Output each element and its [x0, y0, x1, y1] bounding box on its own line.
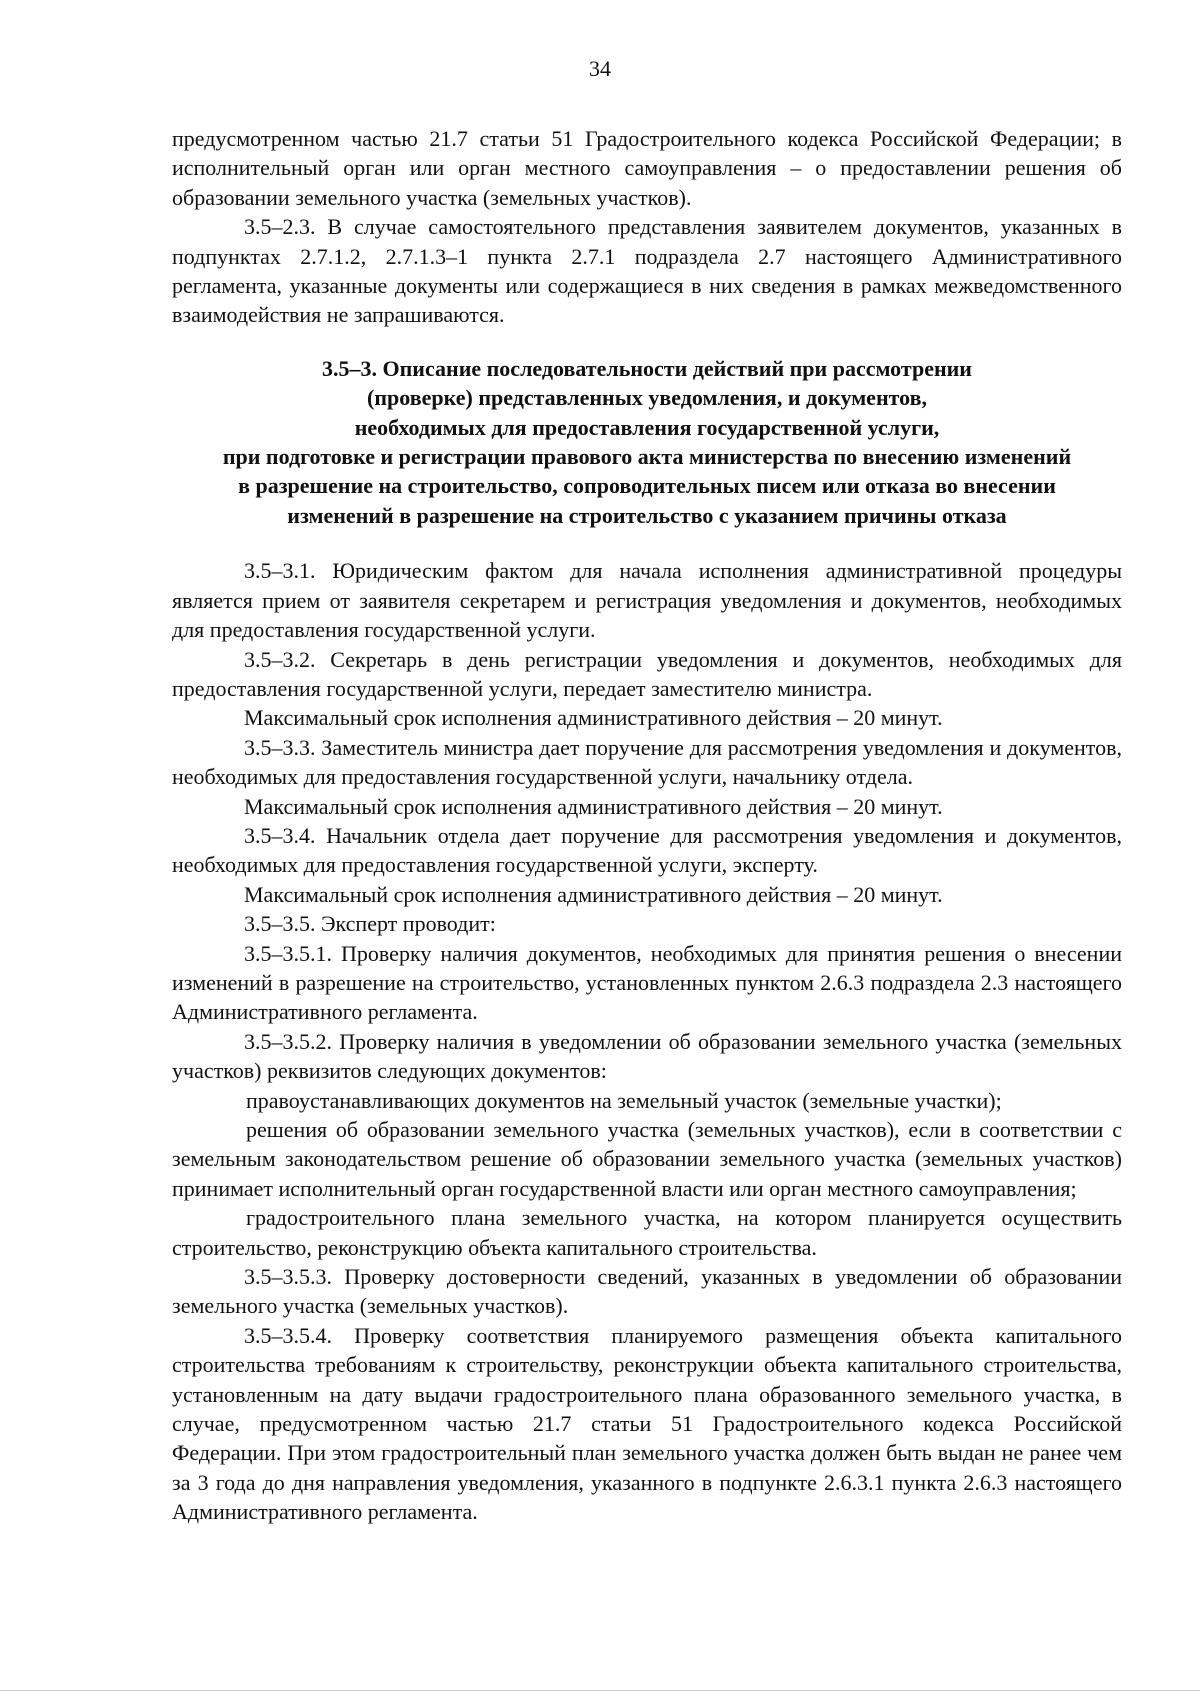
- list-item-title-documents: правоустанавливающих документов на земельный участок (земельные участки);: [246, 1087, 1002, 1113]
- paragraph-3-5-3-2: 3.5–3.2. Секретарь в день регистрации уведомления и документов, необходимых для предоставления государственной услуги, передает заместителю министра.: [172, 646, 1122, 701]
- paragraph-3-5-3-1: 3.5–3.1. Юридическим фактом для начала исполнения административной процедуры является прием от заявителя секретарем и регистрация уведомления и документов, необходимых для предоставления государственной услуги.: [172, 558, 1122, 643]
- heading-line: при подготовке и регистрации правового акта министерства по внесению изменений: [222, 444, 1072, 470]
- page-number: 34: [589, 56, 611, 81]
- list-item-urban-plan: градостроительного плана земельного участка, на котором планируется осуществить строительство, реконструкцию объекта капитального строительства.: [172, 1205, 1122, 1260]
- paragraph-max-time: Максимальный срок исполнения административного действия – 20 минут.: [244, 881, 943, 907]
- paragraph-3-5-3-5-3: 3.5–3.5.3. Проверку достоверности сведений, указанных в уведомлении об образовании земельного участка (земельных участков).: [172, 1264, 1122, 1319]
- paragraph-3-5-3-5-4: 3.5–3.5.4. Проверку соответствия планируемого размещения объекта капитального строительства требованиям к строительству, реконструкции объекта капитального строительства, установленным на дату выдачи градостроительного плана образованного земельного участка, в случае, предусмотренном частью 21.7 статьи 51 Градостроительного кодекса Российской Федерации. При этом градостроительный план земельного участка должен быть выдан не ранее чем за 3 года до дня направления уведомления, указанного в подпункте 2.6.3.1 пункта 2.6.3 настоящего Административного регламента.: [172, 1322, 1122, 1525]
- paragraph-3-5-3-3: 3.5–3.3. Заместитель министра дает поручение для рассмотрения уведомления и документов, необходимых для предоставления государственной услуги, начальнику отдела.: [172, 734, 1122, 790]
- document-body: [172, 124, 1122, 1527]
- paragraph-continuation: предусмотренном частью 21.7 статьи 51 Градостроительного кодекса Российской Федерации; в исполнительный орган или орган местного самоуправления – о предоставлении решения об образовании земельного участка (земельных участков).: [172, 126, 1122, 210]
- heading-line: 3.5–3. Описание последовательности действий при рассмотрении: [322, 355, 972, 381]
- paragraph-3-5-3-5-2: 3.5–3.5.2. Проверку наличия в уведомлении об образовании земельного участка (земельных участков) реквизитов следующих документов:: [172, 1028, 1122, 1084]
- paragraph-3-5-3-4: 3.5–3.4. Начальник отдела дает поручение для рассмотрения уведомления и документов, необходимых для предоставления государственной услуги, эксперту.: [172, 822, 1122, 878]
- paragraph-3-5-3-5-1: 3.5–3.5.1. Проверку наличия документов, необходимых для принятия решения о внесении изменений в разрешение на строительство, установленных пунктом 2.6.3 подраздела 2.3 настоящего Административного регламента.: [172, 940, 1122, 1025]
- scan-edge-line: [0, 1690, 1200, 1691]
- paragraph-3-5-2-3: 3.5–2.3. В случае самостоятельного представления заявителем документов, указанных в подпунктах 2.7.1.2, 2.7.1.3–1 пункта 2.7.1 подраздела 2.7 настоящего Административного регламента, указанные документы или содержащиеся в них сведения в рамках межведомственного взаимодействия не запрашиваются.: [172, 214, 1122, 328]
- paragraph-3-5-3-5: 3.5–3.5. Эксперт проводит:: [244, 911, 496, 937]
- heading-line: (проверке) представленных уведомления, и документов,: [367, 385, 927, 411]
- heading-line: необходимых для предоставления государственной услуги,: [354, 414, 940, 440]
- section-heading-3-5-3: [172, 354, 1122, 530]
- paragraph-max-time: Максимальный срок исполнения административного действия – 20 минут.: [244, 793, 943, 819]
- heading-line: изменений в разрешение на строительство с указанием причины отказа: [287, 502, 1007, 528]
- paragraph-max-time: Максимальный срок исполнения административного действия – 20 минут.: [244, 705, 943, 731]
- heading-line: в разрешение на строительство, сопроводительных писем или отказа во внесении: [238, 473, 1056, 499]
- list-item-land-decision: решения об образовании земельного участка (земельных участков), если в соответствии с земельным законодательством решение об образовании земельного участка (земельных участков) принимает исполнительный орган государственной власти или орган местного самоуправления;: [172, 1117, 1122, 1201]
